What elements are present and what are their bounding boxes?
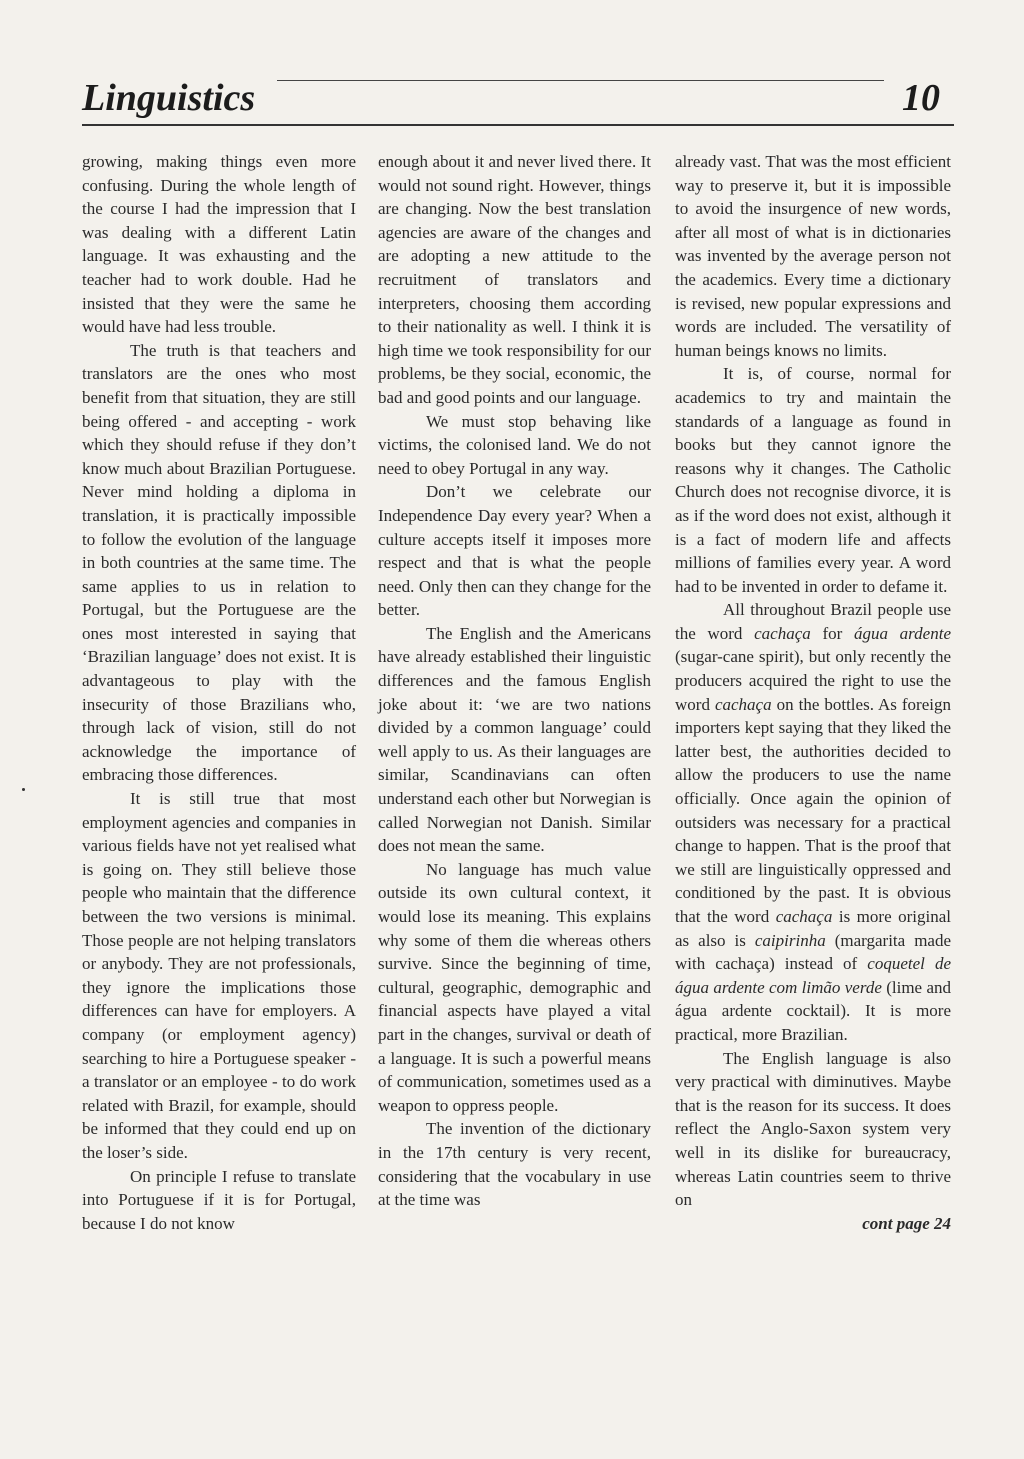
page-header [82,72,954,128]
italic-term: coquetel de água ardente com limão verde [675,954,951,997]
text-run: on the bottles. As foreign importers kept saying that they liked the latter best, the authorities decided to allow the producers to use the name officially. Once again the opinion of outsiders was necessary for a practical change to happen. That is the proof that we still are linguistically oppressed and conditioned by the past. It is obvious that the word [675,694,951,926]
paragraph: No language has much value outside its own cultural context, it would lose its meaning. This explains why some of them die whereas others survive. Since the beginning of time, cultural, geographic, demographic and financial aspects have played a vital part in the changes, survival or death of a language. It is such a powerful means of communication, sometimes used as a weapon to oppress people. [378,859,651,1115]
text-run: (margarita made with cachaça) instead of [675,930,952,974]
paragraph: The truth is that teachers and translators are the ones who most benefit from that situation, they are still being offered - and accepting - work which they should refuse if they don’t know much about Brazilian Portuguese. Never mind holding a diploma in translation, it is practically impossible to follow the evolution of the language in both countries at the same time. The same applies to us in relation to Portugal, but the Portuguese are the ones most interested in saying that ‘Brazilian language’ does not exist. It is advantageous to play with the insecurity of those Brazilians who, through lack of vision, still do not acknowledge the importance of embracing those differences. [82,340,356,785]
paragraph: The English and the Americans have already established their linguistic differences and the famous English joke about it: ‘we are two nations divided by a common language’ could well apply to us. As their languages are similar, Scandinavians can often understand each other but Norwegian is called Norwegian not Danish. Similar does not mean the same. [378,623,651,856]
section-title: Linguistics [82,77,256,119]
paragraph: It is still true that most employment agencies and companies in various fields have not yet realised what is going on. They still believe those people who maintain that the difference between the two versions is minimal. Those people are not helping translators or anybody. They are not professionals, they ignore the implications those differences can have for employers. A company (or employment agency) searching to hire a Portuguese speaker - a translator or an employee - to do work related with Brazil, for example, should be informed that they could end up on the loser’s side. [82,789,356,1162]
text-column-3 [675,150,951,1235]
text-run: for [810,623,854,643]
paragraph: It is, of course, normal for academics to try and maintain the standards of a language as found in books but they cannot ignore the reasons why it changes. The Catholic Church does not recognise divorce, it is as if the word does not exist, although it is a fact of modern life and affects millions of families every year. A word had to be invented in order to defame it. [675,364,951,596]
italic-term: cachaça [714,694,772,714]
italic-term: cachaça [775,907,833,926]
paragraph: We must stop behaving like victims, the colonised land. We do not need to obey Portugal in any way. [378,411,651,478]
text-run: is more original as also is [675,907,951,950]
header-top-rule [277,80,884,81]
text-run: (sugar-cane spirit), but only recently the producers acquired the right to use the word [675,647,951,714]
text-run: (lime and água ardente cocktail). It is more practical, more Brazilian. [675,977,951,1044]
paragraph [675,598,951,1046]
italic-term: cachaça [754,623,811,643]
paragraph: growing, making things even more confusing. During the whole length of the course I had the impression that I was dealing with a different Latin language. It was exhausting and the teacher had to work double. Had he insisted that they were the same he would have had less trouble. [82,152,356,337]
paragraph: The English language is also very practical with diminutives. Maybe that is the reason for its success. It does reflect the Anglo-Saxon system very well in its dislike for bureaucracy, whereas Latin countries seem to thrive on [675,1048,951,1210]
page-number: 10 [902,77,940,119]
text-column-2 [378,150,651,1212]
paragraph: enough about it and never lived there. It would not sound right. However, things are changing. Now the best translation agencies are aware of the changes and are adopting a new attitude to the recruitment of translators and interpreters, choosing them according to their nationality as well. I think it is high time we took responsibility for our problems, be they social, economic, the bad and good points and our language. [378,152,651,407]
paragraph: The invention of the dictionary in the 17th century is very recent, considering that the vocabulary in use at the time was [378,1119,651,1210]
header-bottom-rule [82,124,954,126]
text-column-1 [82,150,356,1235]
continued-on-page-link: cont page 24 [862,1213,951,1233]
text-run: All throughout Brazil people use the word [675,600,951,643]
italic-term: água ardente [853,623,951,643]
paragraph: On principle I refuse to translate into Portuguese if it is for Portugal, because I do not know [82,1166,356,1233]
italic-term: caipirinha [754,930,826,950]
paragraph: already vast. That was the most efficient way to preserve it, but it is impossible to avoid the insurgence of new words, after all most of what is in dictionaries was invented by the average person not the academics. Every time a dictionary is revised, new popular expressions and words are included. The versatility of human beings knows no limits. [675,152,951,360]
margin-speck [22,788,25,791]
paragraph: Don’t we celebrate our Independence Day every year? When a culture accepts itself it imposes more respect and that is what the people need. Only then can they change for the better. [378,482,651,620]
